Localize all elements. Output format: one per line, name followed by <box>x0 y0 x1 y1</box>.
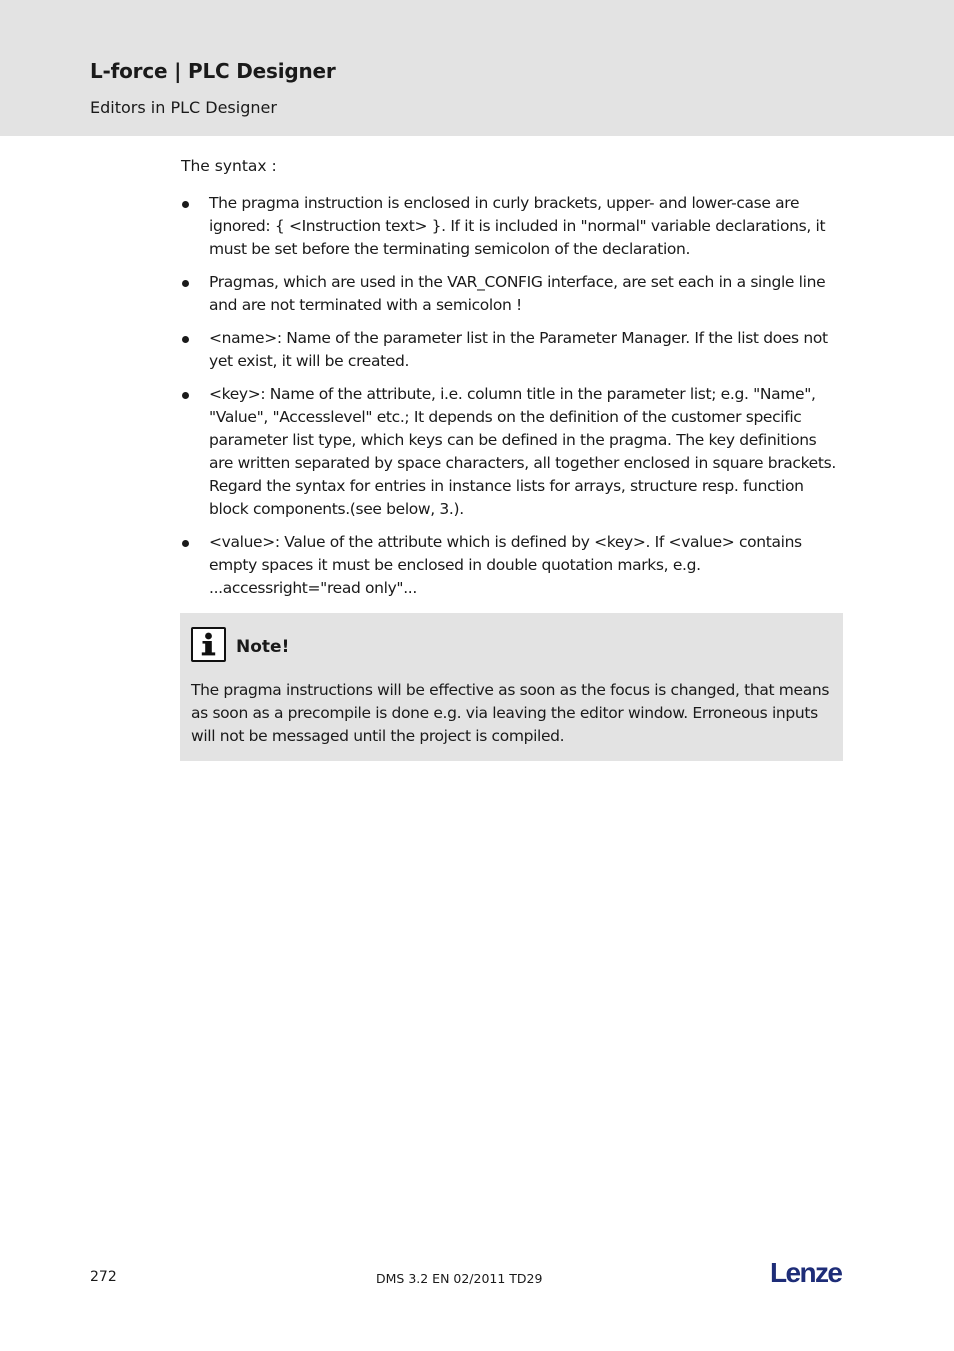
list-item <box>181 192 843 261</box>
list-item <box>181 383 843 521</box>
logo-wordmark: Lenze <box>770 1258 842 1286</box>
list-item-text: The pragma instruction is enclosed in curly brackets, upper- and lower-case are ignored: { <Instruction text> }. If it is included in "normal" variable declarations, it must be set before the terminating semicolon of the declaration. <box>209 194 826 258</box>
main-content <box>181 155 843 610</box>
info-icon <box>191 627 226 662</box>
list-item <box>181 271 843 317</box>
bullet-icon <box>182 540 189 547</box>
document-title: L-force | PLC Designer <box>90 59 336 83</box>
bullet-icon <box>182 336 189 343</box>
intro-text: The syntax : <box>181 157 277 175</box>
lenze-logo <box>770 1258 850 1286</box>
list-item <box>181 327 843 373</box>
list-item <box>181 531 843 600</box>
note-box <box>180 613 843 761</box>
document-reference: DMS 3.2 EN 02/2011 TD29 <box>376 1271 543 1286</box>
note-heading: Note! <box>236 637 290 657</box>
list-item-text: <name>: Name of the parameter list in the Parameter Manager. If the list does not yet exist, it will be created. <box>209 329 828 370</box>
list-item-text: <key>: Name of the attribute, i.e. column title in the parameter list; e.g. "Name", "Value", "Accesslevel" etc.; It depends on the definition of the customer specific parameter list type, which keys can be defined in the pragma. The key definitions are written separated by space characters, all together enclosed in square brackets. Regard the syntax for entries in instance lists for arrays, structure resp. function block components.(see below, 3.). <box>209 385 836 518</box>
bullet-icon <box>182 392 189 399</box>
bullet-list <box>181 192 843 600</box>
list-item-text: <value>: Value of the attribute which is defined by <key>. If <value> contains empty spaces it must be enclosed in double quotation marks, e.g. ...accessright="read only"... <box>209 533 802 597</box>
bullet-icon <box>182 280 189 287</box>
page-header <box>0 0 954 136</box>
bullet-icon <box>182 201 189 208</box>
list-item-text: Pragmas, which are used in the VAR_CONFIG interface, are set each in a single line and are not terminated with a semicolon ! <box>209 273 826 314</box>
note-text: The pragma instructions will be effective as soon as the focus is changed, that means as soon as a precompile is done e.g. via leaving the editor window. Erroneous inputs will not be messaged until the project is compiled. <box>191 681 830 745</box>
page-number: 272 <box>90 1269 117 1285</box>
section-subtitle: Editors in PLC Designer <box>90 98 277 117</box>
